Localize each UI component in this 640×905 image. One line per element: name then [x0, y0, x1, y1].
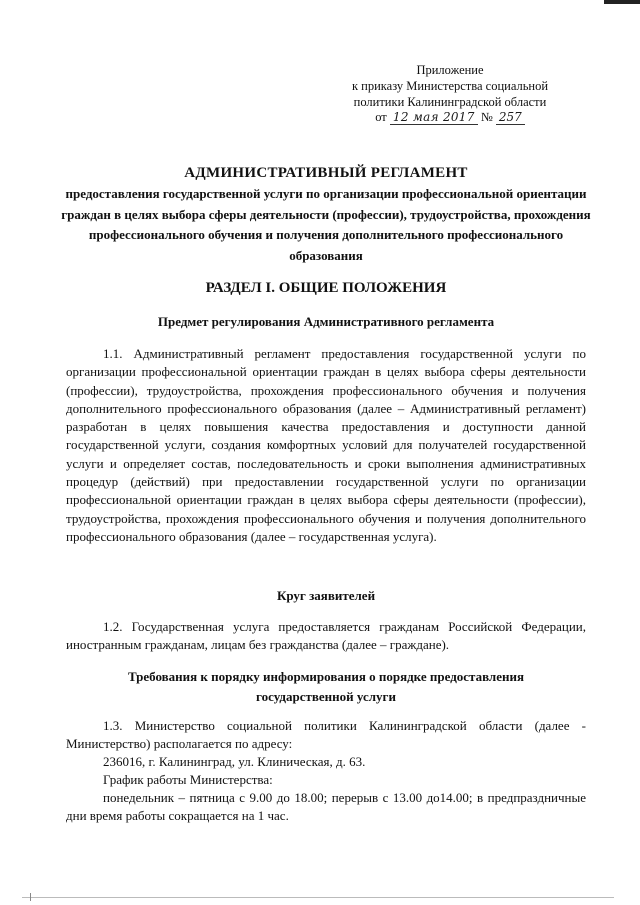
regulation-subtitle: предоставления государственной услуги по организации профессиональной ориентации граждан в целях выбора сферы деятельности (профессии), трудоустройства, прохождения профессионального обучения и получения дополнительного профессионального образования — [61, 186, 591, 263]
ministry-address: 236016, г. Калининград, ул. Клиническая, д. 63. — [103, 754, 366, 769]
appendix-title: Приложение — [416, 63, 484, 77]
handwritten-number: 257 — [496, 110, 525, 125]
appendix-order-line: к приказу Министерства социальной — [351, 78, 549, 93]
schedule-text: понедельник – пятница с 9.00 до 18.00; перерыв с 13.00 до14.00; в предпраздничные дни время работы сокращается на 1 час. — [66, 790, 586, 824]
section-heading: РАЗДЕЛ I. ОБЩИЕ ПОЛОЖЕНИЯ — [205, 280, 447, 296]
scan-artifact-top — [604, 0, 640, 4]
regulation-title: АДМИНИСТРАТИВНЫЙ РЕГЛАМЕНТ — [184, 165, 468, 181]
appendix-ministry-line: политики Калининградской области — [353, 94, 547, 109]
paragraph-1-1: 1.1. Административный регламент предоставления государственной услуги по организации профессиональной ориентации граждан в целях выбора сферы деятельности (профессии), трудоустройства, прохождения профессионального обучения и получения дополнительного профессионального образования (далее – Административный регламент) разработан в целях повышения качества предоставления и доступности данной государственной услуги, создания комфортных условий для получателей государственной услуги и определяет состав, последовательность и сроки выполнения административных процедур (действий) при предоставлении государственной услуги по организации профессиональной ориентации граждан в целях выбора сферы деятельности (профессии), трудоустройства, прохождения профессионального обучения и получения дополнительного профессионального образования (далее – государственная услуга). — [66, 346, 586, 544]
appendix-block — [330, 63, 570, 126]
date-prefix: от — [375, 110, 387, 125]
paragraph-1-3: 1.3. Министерство социальной политики Калининградской области (далее - Министерство) располагается по адресу: — [66, 718, 586, 752]
scan-artifact-bottom — [22, 897, 614, 898]
regulation-title-block — [60, 165, 592, 266]
applicants-heading: Круг заявителей — [276, 588, 376, 603]
handwritten-date: 12 мая 2017 — [390, 110, 478, 125]
informing-heading: Требования к порядку информирования о порядке предоставления государственной услуги — [127, 669, 525, 704]
appendix-date-line — [330, 110, 570, 126]
schedule-label: График работы Министерства: — [103, 772, 273, 787]
paragraph-1-2: 1.2. Государственная услуга предоставляется гражданам Российской Федерации, иностранным гражданам, лицам без гражданства (далее – граждане). — [66, 619, 586, 653]
scan-artifact-corner — [30, 893, 47, 901]
subject-heading: Предмет регулирования Административного регламента — [157, 314, 495, 329]
number-prefix: № — [480, 110, 493, 125]
